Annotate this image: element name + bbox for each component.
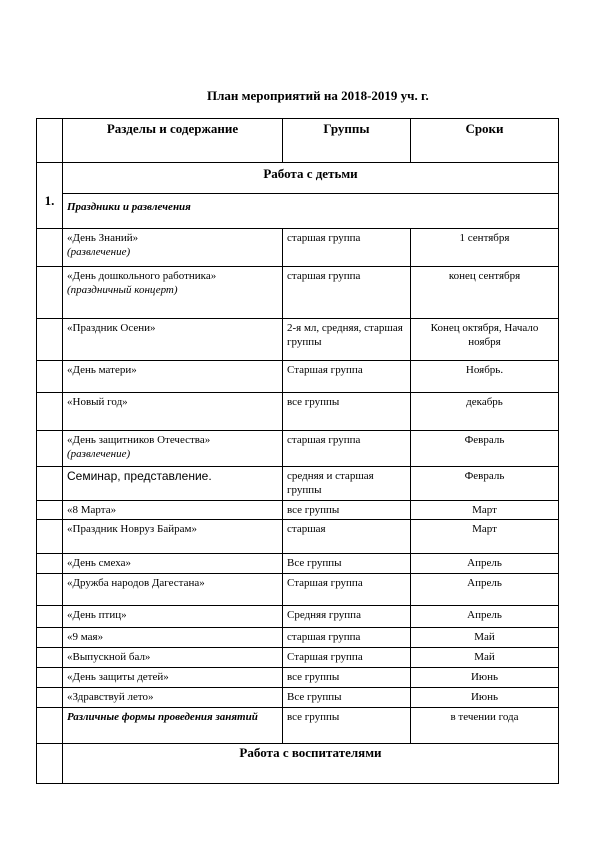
group-cell: Средняя группа (283, 606, 411, 628)
event-cell: «День защитников Отечества» (развлечение) (63, 431, 283, 467)
group-cell: старшая группа (283, 229, 411, 267)
header-dates: Сроки (411, 119, 559, 163)
date-cell: Апрель (411, 554, 559, 574)
event-cell: «8 Марта» (63, 501, 283, 520)
event-cell: «9 мая» (63, 628, 283, 648)
header-number-cell (37, 119, 63, 163)
group-cell: Старшая группа (283, 361, 411, 393)
page-title: План мероприятий на 2018-2019 уч. г. (207, 88, 429, 103)
date-cell: Февраль (411, 467, 559, 501)
date-cell: Март (411, 520, 559, 554)
table-row (37, 606, 559, 628)
date-cell: Май (411, 648, 559, 668)
event-cell: «День Знаний» (развлечение) (63, 229, 283, 267)
date-cell: Май (411, 628, 559, 648)
group-cell: все группы (283, 708, 411, 744)
date-cell: Июнь (411, 688, 559, 708)
event-cell: «Здравствуй лето» (63, 688, 283, 708)
group-cell: средняя и старшая группы (283, 467, 411, 501)
group-cell: Все группы (283, 554, 411, 574)
table-row (37, 648, 559, 668)
event-cell: «День защиты детей» (63, 668, 283, 688)
table-row (37, 431, 559, 467)
event-cell: «Новый год» (63, 393, 283, 431)
group-cell: 2-я мл, средняя, старшая группы (283, 319, 411, 361)
section-number: 1. (37, 163, 63, 229)
footer-section-row (37, 744, 559, 784)
table-row (37, 554, 559, 574)
event-cell: «День смеха» (63, 554, 283, 574)
event-cell: «Дружба народов Дагестана» (63, 574, 283, 606)
table-row (37, 574, 559, 606)
group-cell: все группы (283, 668, 411, 688)
table-row (37, 688, 559, 708)
date-cell: конец сентября (411, 267, 559, 319)
group-cell: Все группы (283, 688, 411, 708)
table-row (37, 668, 559, 688)
header-groups: Группы (283, 119, 411, 163)
event-cell: «Выпускной бал» (63, 648, 283, 668)
event-cell: Различные формы проведения занятий (63, 708, 283, 744)
date-cell: Апрель (411, 574, 559, 606)
section-title: Работа с детьми (63, 163, 559, 194)
event-cell: «Праздник Осени» (63, 319, 283, 361)
group-cell: Старшая группа (283, 574, 411, 606)
event-cell: «Праздник Новруз Байрам» (63, 520, 283, 554)
date-cell: Июнь (411, 668, 559, 688)
footer-section-title: Работа с воспитателями (63, 744, 559, 784)
date-cell: Конец октября, Начало ноября (411, 319, 559, 361)
group-cell: старшая группа (283, 431, 411, 467)
group-cell: все группы (283, 393, 411, 431)
table-row (37, 628, 559, 648)
table-row (37, 520, 559, 554)
date-cell: Апрель (411, 606, 559, 628)
table-row (37, 229, 559, 267)
table-row (37, 467, 559, 501)
date-cell: Ноябрь. (411, 361, 559, 393)
event-cell: «День матери» (63, 361, 283, 393)
table-row (37, 708, 559, 744)
table-header-row (37, 119, 559, 163)
event-cell: «День птиц» (63, 606, 283, 628)
group-cell: старшая группа (283, 267, 411, 319)
table-row (37, 319, 559, 361)
date-cell: Март (411, 501, 559, 520)
group-cell: старшая группа (283, 628, 411, 648)
table-row (37, 361, 559, 393)
table-row (37, 393, 559, 431)
event-cell: «День дошкольного работника» (праздничный концерт) (63, 267, 283, 319)
table-row (37, 501, 559, 520)
date-cell: Февраль (411, 431, 559, 467)
events-table (36, 118, 559, 784)
group-cell: все группы (283, 501, 411, 520)
table-row (37, 267, 559, 319)
header-sections: Разделы и содержание (63, 119, 283, 163)
section-row (37, 163, 559, 194)
group-cell: Старшая группа (283, 648, 411, 668)
event-cell: Семинар, представление. (63, 467, 283, 501)
group-cell: старшая (283, 520, 411, 554)
date-cell: 1 сентября (411, 229, 559, 267)
date-cell: в течении года (411, 708, 559, 744)
subsection-row (37, 194, 559, 229)
subsection-title: Праздники и развлечения (63, 194, 559, 229)
date-cell: декабрь (411, 393, 559, 431)
